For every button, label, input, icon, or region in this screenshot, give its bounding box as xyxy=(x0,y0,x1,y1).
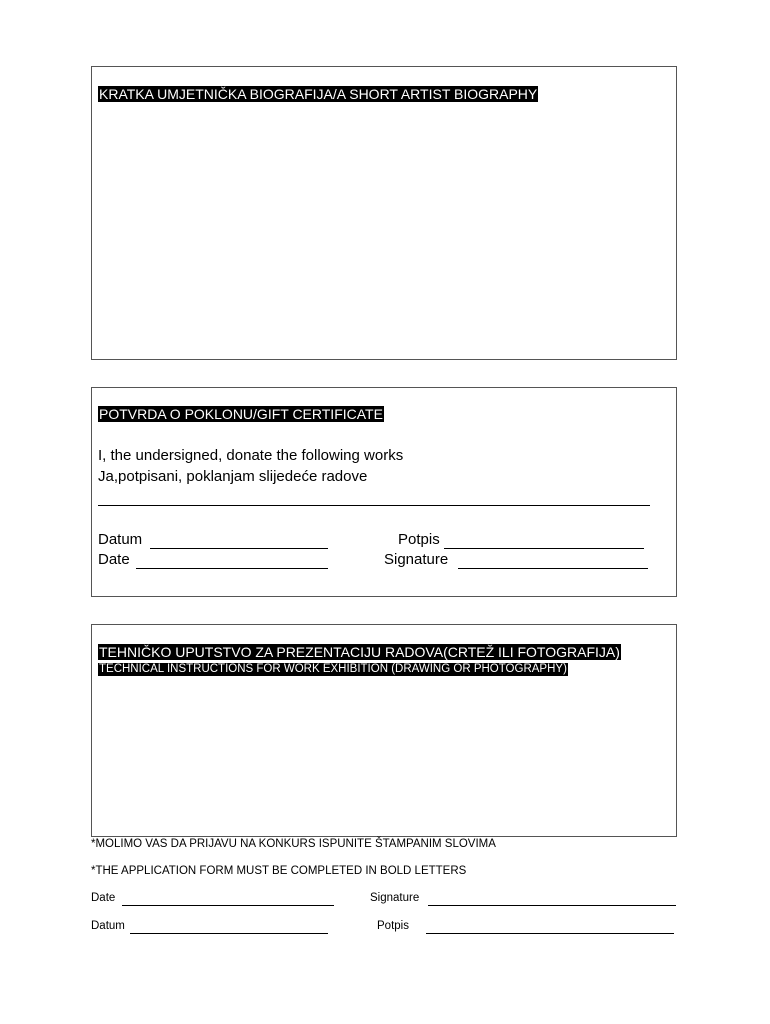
technical-instructions-heading: TEHNIČKO UPUTSTVO ZA PREZENTACIJU RADOVA(CRTEŽ ILI FOTOGRAFIJA) xyxy=(99,644,620,660)
technical-instructions-box[interactable] xyxy=(91,624,677,837)
footer-date-line[interactable] xyxy=(122,905,334,906)
note-english: *THE APPLICATION FORM MUST BE COMPLETED IN BOLD LETTERS xyxy=(91,865,467,877)
date-label: Date xyxy=(98,551,130,568)
footer-datum-label: Datum xyxy=(91,920,125,932)
biography-box[interactable] xyxy=(91,66,677,360)
datum-line[interactable] xyxy=(150,548,328,549)
signature-line[interactable] xyxy=(458,568,648,569)
footer-date-label: Date xyxy=(91,892,116,904)
works-list-line[interactable] xyxy=(98,505,650,506)
biography-heading: KRATKA UMJETNIČKA BIOGRAFIJA/A SHORT ARTIST BIOGRAPHY xyxy=(99,86,538,102)
footer-potpis-label: Potpis xyxy=(377,920,409,932)
potpis-label: Potpis xyxy=(398,531,440,548)
donation-statement-bs: Ja,potpisani, poklanjam slijedeće radove xyxy=(98,468,368,485)
donation-statement-en: I, the undersigned, donate the following works xyxy=(98,447,404,464)
gift-certificate-box xyxy=(91,387,677,597)
date-line[interactable] xyxy=(136,568,328,569)
footer-signature-label: Signature xyxy=(370,892,420,904)
signature-label: Signature xyxy=(384,551,449,568)
footer-signature-line[interactable] xyxy=(428,905,676,906)
footer-datum-line[interactable] xyxy=(130,933,328,934)
footer-potpis-line[interactable] xyxy=(426,933,674,934)
note-bosnian: *MOLIMO VAS DA PRIJAVU NA KONKURS ISPUNITE ŠTAMPANIM SLOVIMA xyxy=(91,838,496,850)
potpis-line[interactable] xyxy=(444,548,644,549)
technical-instructions-subheading: TECHNICAL INSTRUCTIONS FOR WORK EXHIBITION (DRAWING OR PHOTOGRAPHY) xyxy=(99,663,567,675)
datum-label: Datum xyxy=(98,531,143,548)
gift-certificate-heading: POTVRDA O POKLONU/GIFT CERTIFICATE xyxy=(99,406,383,422)
